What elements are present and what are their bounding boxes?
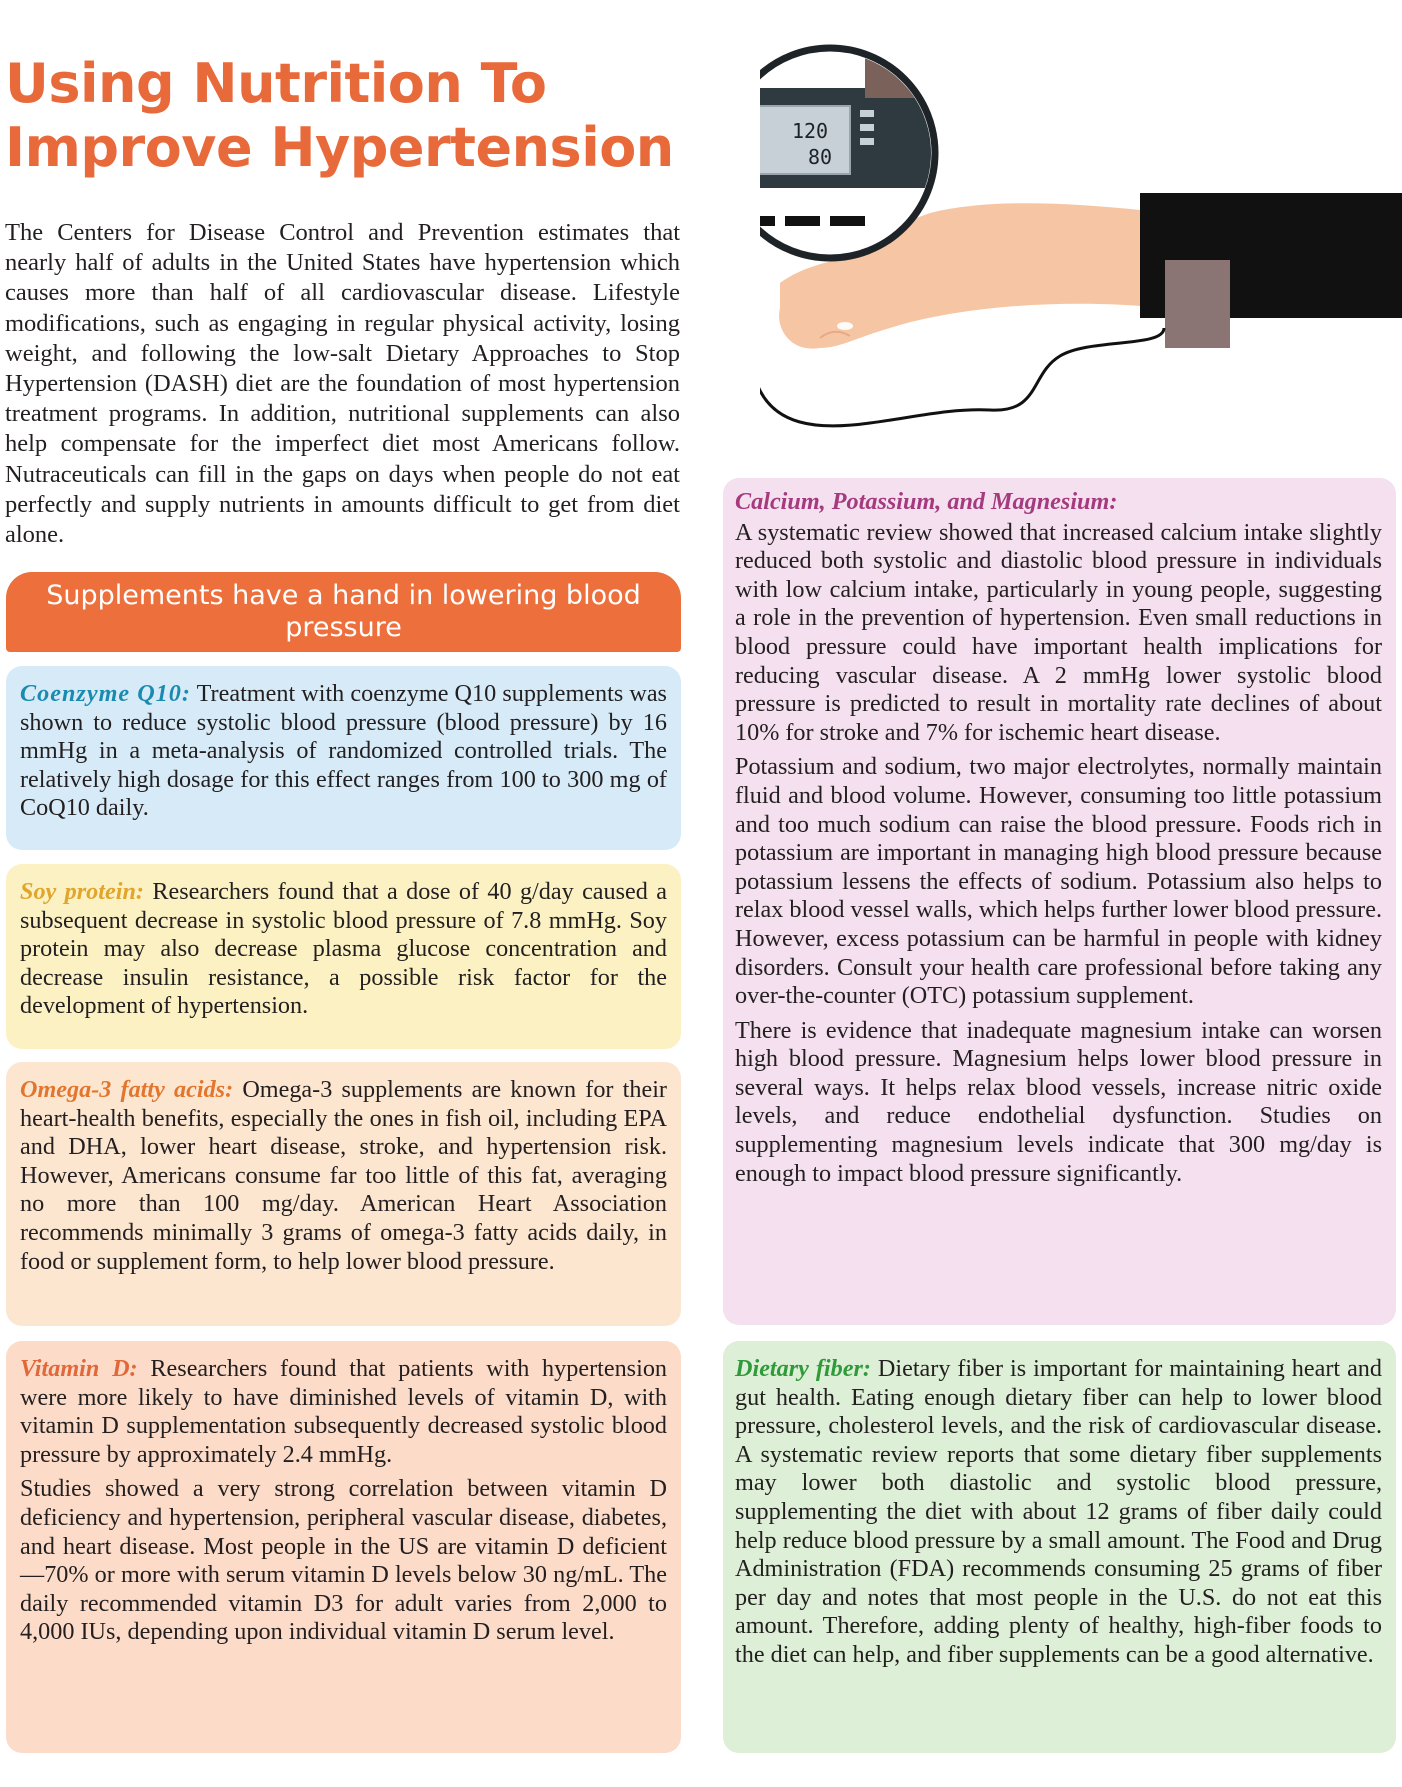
omega3-box <box>6 1062 681 1326</box>
status-light <box>860 138 874 145</box>
fiber-paragraph <box>735 1355 1382 1670</box>
soy-paragraph <box>20 878 667 1021</box>
systolic-reading: 120 <box>791 119 829 143</box>
intro-paragraph: The Centers for Disease Control and Prevention estimates that nearly half of adults in the United States have hypertension which causes more than half of all cardiovascular disease. Lifestyle modifications, such as engaging in regular physical activity, losing weight, and following the low-salt Dietary Approaches to Stop Hypertension (DASH) diet are the foundation of most hypertension treatment programs. In addition, nutritional supplements can also help compensate for the imperfect diet most Americans follow. Nutraceuticals can fill in the gaps on days when people do not eat perfectly and supply nutrients in amounts difficult to get from diet alone. <box>5 219 680 549</box>
minerals-heading: Calcium, Potassium, and Magnesium: <box>735 488 1118 515</box>
blood-pressure-illustration <box>760 38 1402 468</box>
minerals-box <box>723 478 1396 1325</box>
monitor-button <box>785 216 820 226</box>
cuff-pad <box>1165 260 1230 348</box>
vitamin-d-paragraph-2: Studies showed a very strong correlation between vitamin D deficiency and hypertension, peripheral vascular disease, diabetes, and heart disease. Most people in the US are vitamin D deficient—70% or more with serum vitamin D levels below 30 ng/mL. The daily recommended vitamin D3 for adult varies from 2,000 to 4,000 IUs, depending upon individual vitamin D serum level. <box>20 1475 667 1646</box>
fiber-heading: Dietary fiber: <box>735 1355 871 1382</box>
fiber-box <box>723 1341 1396 1753</box>
monitor-button <box>830 216 865 226</box>
minerals-paragraph-1: A systematic review showed that increased calcium intake slightly reduced both systolic and diastolic blood pressure in individuals with low calcium intake, particularly in young people, suggesting a role in the prevention of hypertension. Even small reductions in blood pressure could have important health implications for reducing vascular disease. A 2 mmHg lower systolic blood pressure is predicted to result in mortality rate declines of about 10% for stroke and 7% for ischemic heart disease. <box>735 518 1382 746</box>
wrist-spot <box>837 322 853 330</box>
supplements-banner: Supplements have a hand in lowering blood pressure <box>6 572 681 652</box>
coq10-paragraph <box>20 680 667 823</box>
coq10-box <box>6 666 681 850</box>
coq10-heading: Coenzyme Q10: <box>20 680 191 707</box>
omega3-paragraph <box>20 1076 667 1276</box>
monitor-button <box>760 216 775 226</box>
fiber-text: Dietary fiber is important for maintaining heart and gut health. Eating enough dietary fiber can help to lower blood pressure, cholesterol levels, and the risk of cardiovascular disease. A systematic review reports that some dietary fiber supplements may lower both diastolic and systolic blood pressure, supplementing the diet with about 12 grams of fiber daily could help reduce blood pressure by a small amount. The Food and Drug Administration (FDA) recommends consuming 25 grams of fiber per day and notes that most people in the U.S. do not eat this amount. Therefore, adding plenty of healthy, high-fiber foods to the diet can help, and fiber supplements can be a good alternative. <box>735 1355 1382 1668</box>
soy-text: Researchers found that a dose of 40 g/day caused a subsequent decrease in systolic blood pressure of 7.8 mmHg. Soy protein may also decrease plasma glucose concentration and decrease insulin resistance, a possible risk factor for the development of hypertension. <box>20 878 667 1020</box>
vitamin-d-text-1: Researchers found that patients with hypertension were more likely to have diminished levels of vitamin D, with vitamin D supplementation subsequently decreased systolic blood pressure by approximately 2.4 mmHg. <box>20 1355 668 1468</box>
minerals-paragraph-2: Potassium and sodium, two major electrolytes, normally maintain fluid and blood volume. However, consuming too little potassium and too much sodium can raise the blood pressure. Foods rich in potassium are important in managing high blood pressure because potassium lessens the effects of sodium. Potassium also helps to relax blood vessel walls, which helps further lower blood pressure. However, excess potassium can be harmful in people with kidney disorders. Consult your health care professional before taking any over-the-counter (OTC) potassium supplement. <box>735 753 1382 1010</box>
vitamin-d-paragraph-1 <box>20 1355 667 1469</box>
status-light <box>860 124 874 131</box>
omega3-heading: Omega-3 fatty acids: <box>20 1076 234 1103</box>
cuff-clip-lower <box>1232 300 1242 318</box>
minerals-paragraph-3: There is evidence that inadequate magnesium intake can worsen high blood pressure. Magnesium helps lower blood pressure in several ways. It helps relax blood vessels, increase nitric oxide levels, and reduce endothelial dysfunction. Studies on supplementing magnesium levels indicate that 300 mg/day is enough to impact blood pressure significantly. <box>735 1016 1382 1187</box>
soy-box <box>6 864 681 1049</box>
cuff-clip <box>1232 256 1242 274</box>
page-title: Using Nutrition To Improve Hypertension <box>5 52 674 179</box>
diastolic-reading: 80 <box>807 145 833 169</box>
vitamin-d-heading: Vitamin D: <box>20 1355 138 1382</box>
vitamin-d-box <box>6 1341 681 1753</box>
soy-heading: Soy protein: <box>20 878 144 905</box>
status-light <box>860 110 874 117</box>
coq10-text: Treatment with coenzyme Q10 supplements was shown to reduce systolic blood pressure (blood pressure) by 16 mmHg in a meta-analysis of randomized controlled trials. The relatively high dosage for this effect ranges from 100 to 300 mg of CoQ10 daily. <box>20 680 667 822</box>
omega3-text: Omega-3 supplements are known for their heart-health benefits, especially the ones in fish oil, including EPA and DHA, lower heart disease, stroke, and hypertension risk. However, Americans consume far too little of this fat, averaging no more than 100 mg/day. American Heart Association recommends minimally 3 grams of omega-3 fatty acids daily, in food or supplement form, to help lower blood pressure. <box>20 1076 667 1275</box>
